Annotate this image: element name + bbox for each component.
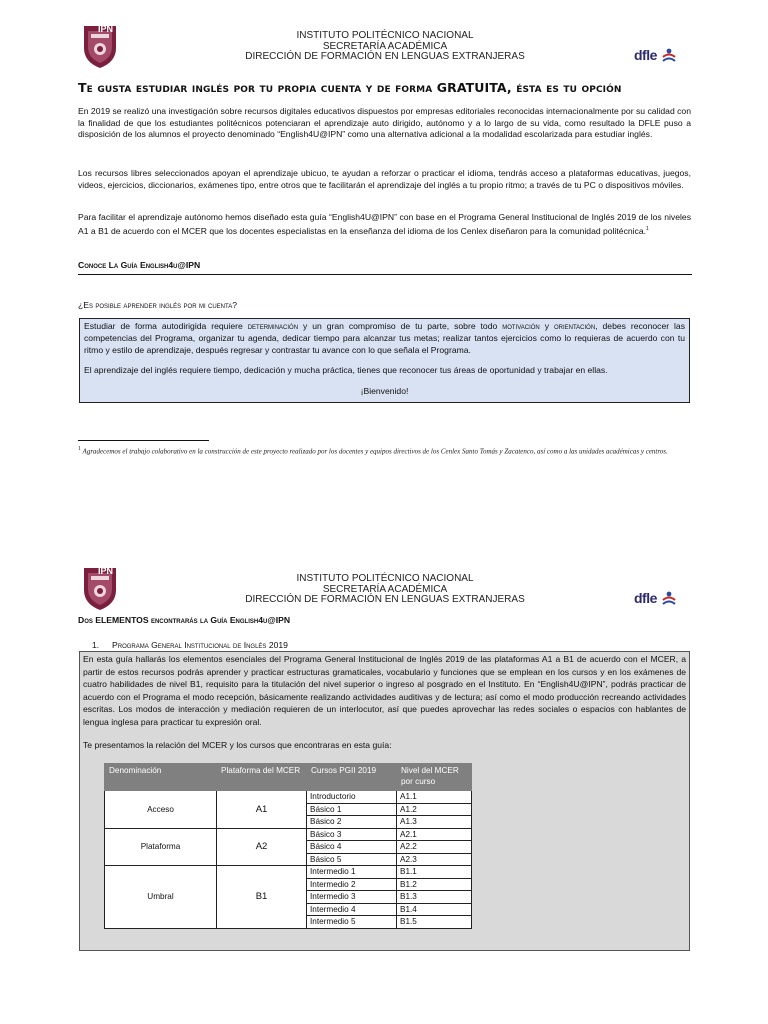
list-item-number: 1. (92, 640, 100, 650)
th-nivel: Nivel del MCER por curso (397, 764, 472, 791)
dfle-logo-text: dfle (634, 47, 657, 63)
advice-paragraph-1 (84, 321, 685, 356)
level-cell: A2.2 (397, 841, 472, 854)
course-cell: Intermedio 2 (307, 878, 397, 891)
list-item-programa (92, 640, 288, 650)
level-cell: A1.1 (397, 791, 472, 804)
header-secretariat-p2: SECRETARÍA ACADÉMICA (322, 583, 448, 595)
ipn-logo-text: IPN (98, 24, 114, 34)
group-name-umbral: Umbral (105, 866, 217, 929)
header-secretariat: SECRETARÍA ACADÉMICA (322, 40, 448, 52)
footnote-ref: 1 (646, 225, 649, 232)
footnote (78, 445, 692, 457)
intro-paragraph-3-text: Para facilitar el aprendizaje autónomo hemos diseñado esta guía “English4U@IPN” con base en el Programa General Institucional de Inglés 2019 de los niveles A1 a B1 de acuerdo con el MCER que los docentes especialistas en la enseñanza del idioma de los Cenlex diseñaron para la comunidad politécnica. (78, 212, 691, 236)
th-denominacion: Denominación (105, 764, 217, 791)
advice-orientacion: orientación (553, 321, 596, 331)
course-cell: Básico 3 (307, 828, 397, 841)
question-heading: ¿Es posible aprender inglés por mi cuenta? (78, 300, 238, 310)
welcome-text: ¡Bienvenido! (360, 386, 409, 397)
th-cursos: Cursos PGII 2019 (307, 764, 397, 791)
level-cell: A1.2 (397, 803, 472, 816)
intro-paragraph-2: Los recursos libres seleccionados apoyan el aprendizaje ubicuo, te ayudan a reforzar o practicar el idioma, tendrás acceso a plataformas educativas, juegos, videos, ejercicios, diccionarios, exámenes tipo, entre otros que te facilitarán el aprendizaje del inglés a tu propio ritmo; a través de tu PC o dispositivos móviles. (78, 168, 691, 190)
page2-header (220, 574, 550, 606)
ipn-logo-text-page2: IPN (98, 566, 114, 576)
section-heading-conoce: Conoce La Guía English4u@IPN (78, 260, 201, 270)
course-cell: Básico 5 (307, 853, 397, 866)
ipn-logo (80, 22, 120, 70)
dfle-person-icon-p2 (662, 591, 676, 607)
course-cell: Intermedio 1 (307, 866, 397, 879)
table-row (105, 866, 472, 879)
program-description (83, 653, 686, 729)
advice-box (79, 318, 690, 403)
level-cell: A2.3 (397, 853, 472, 866)
course-cell: Intermedio 3 (307, 891, 397, 904)
advice-determinacion: determinación (247, 321, 299, 331)
table-intro: Te presentamos la relación del MCER y los cursos que encontraras en esta guía: (83, 740, 392, 750)
course-cell: Introductorio (307, 791, 397, 804)
header-direction-p2: DIRECCIÓN DE FORMACIÓN EN LENGUAS EXTRANJERAS (245, 594, 525, 605)
course-cell: Básico 1 (307, 803, 397, 816)
table-row (105, 791, 472, 804)
level-cell: A2.1 (397, 828, 472, 841)
footnote-number: 1 (78, 446, 81, 452)
course-cell: Intermedio 5 (307, 916, 397, 929)
group-name-plataforma: Plataforma (105, 828, 217, 866)
ipn-logo-page2 (80, 564, 120, 612)
program-paragraph: En esta guía hallarás los elementos esenciales del Programa General Institucional de Inglés 2019 de las plataformas A1 a B1 de acuerdo con el MCER, a partir de estos recursos podrás aprender y practicar estructuras gramaticales, vocabulario y funciones que se emplean en los cursos y en los exámenes de cuatro habilidades de nivel B1, requisito para la titulación del nivel superior o ingreso al posgrado en el Instituto. En “English4U@IPN”, podrás practicar de acuerdo con el Programa el modo recepción, básicamente realizando actividades auditivas y de lectura; así como el modo producción recreando actividades escritas. Los modos de interacción y mediación requieren de un interlocutor, así que puedes aprovechar las redes sociales o espacios con hablantes de lengua inglesa para practicar tu expresión oral. (83, 654, 686, 727)
dfle-logo-text-p2: dfle (634, 590, 657, 606)
dfle-logo-page2 (634, 590, 676, 607)
advice-text-g: , debes reconocer las competencias del Programa, organizar tu agenda, dedicar tiempo para alcanzar tus metas; realizar tantos ejercicios como lo requieras de acuerdo con tu ritmo y estilo de aprendizaje, después regresar y contrastar tu avance con lo que señala el Programa. (84, 321, 686, 355)
mcer-table (104, 763, 472, 929)
header-institution: INSTITUTO POLITÉCNICO NACIONAL (296, 30, 474, 41)
section-divider (78, 274, 692, 275)
header-direction: DIRECCIÓN DE FORMACIÓN EN LENGUAS EXTRANJERAS (245, 51, 525, 62)
group-platform-a2: A2 (217, 828, 307, 866)
level-cell: B1.1 (397, 866, 472, 879)
course-cell: Intermedio 4 (307, 903, 397, 916)
level-cell: B1.4 (397, 903, 472, 916)
table-row (105, 828, 472, 841)
advice-text-e: y (539, 321, 554, 331)
dfle-logo (634, 47, 676, 64)
advice-text-a: Estudiar de forma autodirigida requiere (84, 321, 248, 331)
table-header-row (105, 764, 472, 791)
footnote-text: Agradecemos el trabajo colaborativo en la construcción de este proyecto realizado por los docentes y equipos directivos de los Cenlex Santo Tomás y Zacatenco, así como a las unidades académicas y centros. (82, 447, 668, 456)
level-cell: B1.2 (397, 878, 472, 891)
level-cell: B1.3 (397, 891, 472, 904)
level-cell: A1.3 (397, 816, 472, 829)
page-title: Te gusta estudiar inglés por tu propia cuenta y de forma GRATUITA, ésta es tu opción (78, 80, 622, 95)
header-institution-p2: INSTITUTO POLITÉCNICO NACIONAL (296, 573, 474, 584)
th-plataforma: Plataforma del MCER (217, 764, 307, 791)
intro-paragraph-3 (78, 212, 691, 237)
footnote-divider (78, 440, 209, 441)
course-cell: Básico 2 (307, 816, 397, 829)
course-cell: Básico 4 (307, 841, 397, 854)
intro-paragraph-1: En 2019 se realizó una investigación sobre recursos digitales educativos dispuestos por empresas editoriales reconocidas internacionalmente por su calidad con la finalidad de que los estudiantes politécnicos potenciaran el aprendizaje auto dirigido, autónomo y a lo largo de su vida, como resultado la DFLE puso a disposición de los alumnos el proyecto denominado “English4U@IPN” como una alternativa adicional a la modalidad escolarizada para estudiar inglés. (78, 106, 691, 140)
page2-heading: Dos ELEMENTOS encontrarás la Guía English4u@IPN (78, 615, 291, 625)
page1-header (220, 31, 550, 63)
group-name-acceso: Acceso (105, 791, 217, 829)
list-item-label: Programa General Institucional de Inglés 2019 (112, 640, 288, 650)
advice-text-c: y un gran compromiso de tu parte, sobre todo (298, 321, 503, 331)
group-platform-a1: A1 (217, 791, 307, 829)
group-platform-b1: B1 (217, 866, 307, 929)
level-cell: B1.5 (397, 916, 472, 929)
advice-paragraph-2: El aprendizaje del inglés requiere tiempo, dedicación y mucha práctica, tienes que reconocer tus áreas de oportunidad y trabajar en ellas. (84, 365, 608, 376)
advice-motivacion: motivación (502, 321, 540, 331)
dfle-person-icon (662, 48, 676, 64)
